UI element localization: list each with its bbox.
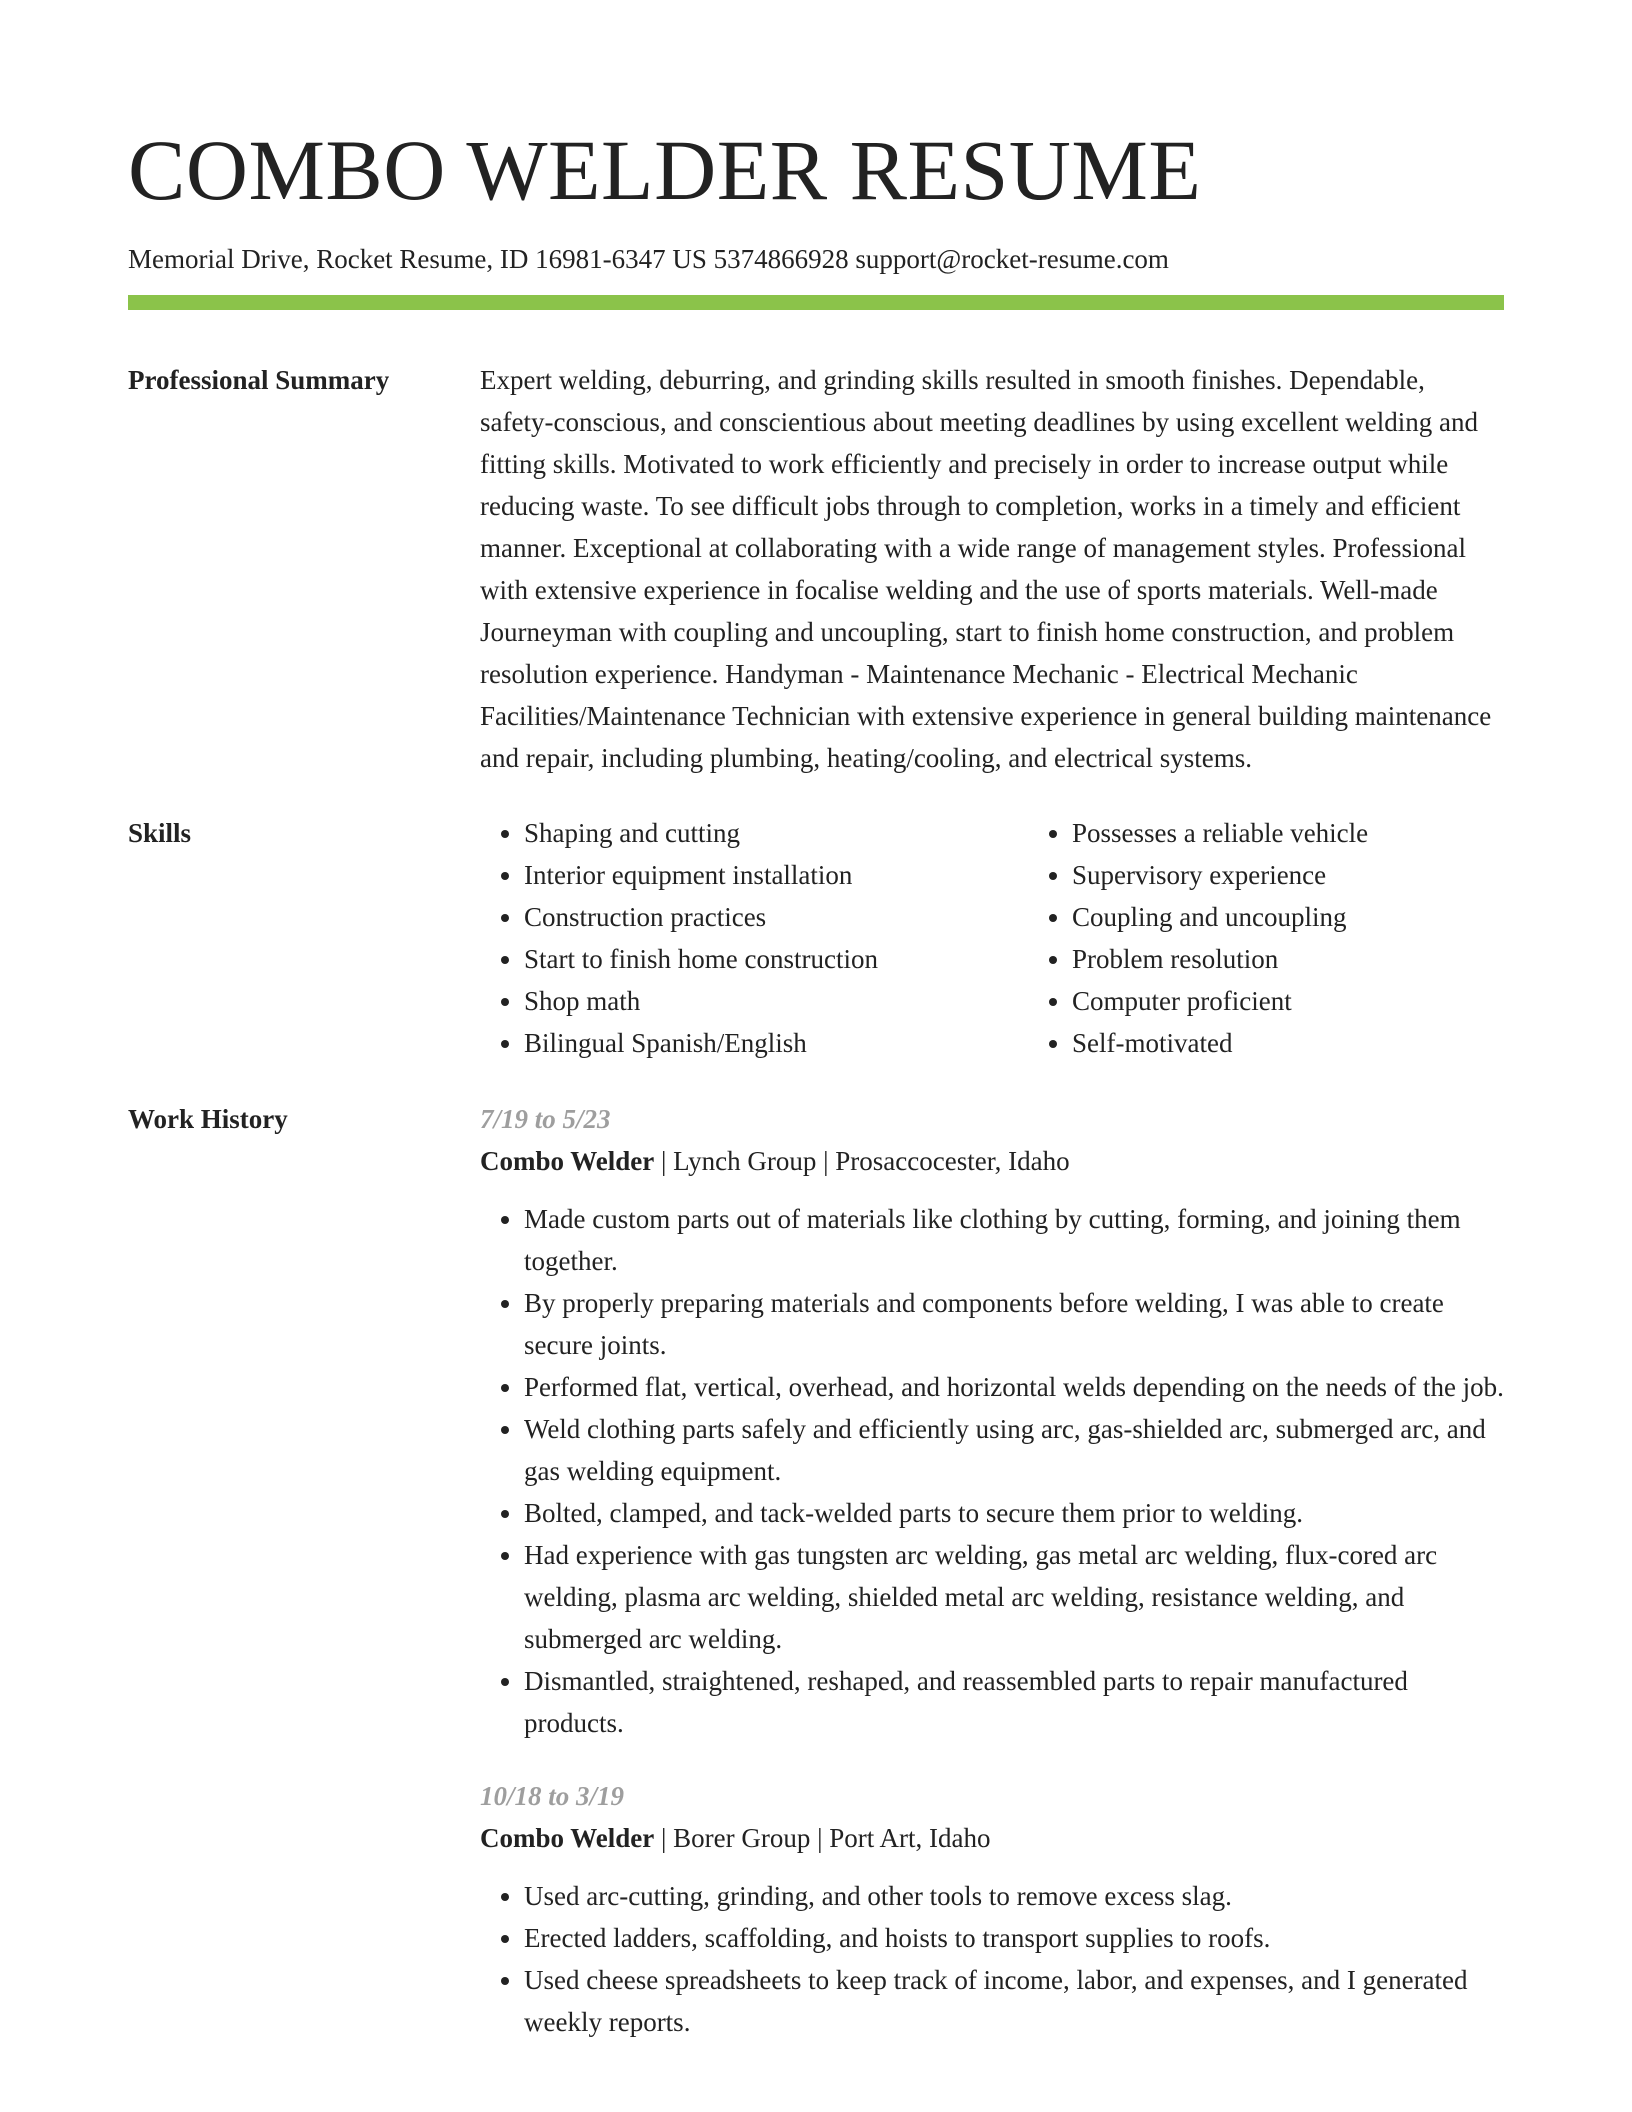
resume-page bbox=[128, 0, 1504, 2043]
skill-item: • Computer proficient bbox=[1072, 980, 1576, 1022]
job-bullet: • Made custom parts out of materials like clothing by cutting, forming, and joining them together. bbox=[524, 1198, 1504, 1282]
section-label-work-history: Work History bbox=[128, 1104, 288, 1134]
job-bullet: • Used cheese spreadsheets to keep track of income, labor, and expenses, and I generated weekly reports. bbox=[524, 1959, 1504, 2043]
job-heading bbox=[480, 1817, 1504, 1859]
summary-text: Expert welding, deburring, and grinding skills resulted in smooth finishes. Dependable, safety-conscious, and conscientious about meeting deadlines by using excellent welding and fitting skills. Motivated to work efficiently and precisely in order to increase output while reducing waste. To see difficult jobs through to completion, works in a timely and efficient manner. Exceptional at collaborating with a wide range of management styles. Professional with extensive experience in focalise welding and the use of sports materials. Well-made Journeyman with coupling and uncoupling, start to finish home construction, and problem resolution experience. Handyman - Maintenance Mechanic - Electrical Mechanic Facilities/Maintenance Technician with extensive experience in general building maintenance and repair, including plumbing, heating/cooling, and electrical systems. bbox=[480, 365, 1492, 773]
job-bullet: • Bolted, clamped, and tack-welded parts to secure them prior to welding. bbox=[524, 1492, 1504, 1534]
skill-item: • Supervisory experience bbox=[1072, 854, 1576, 896]
skill-item: • Shop math bbox=[524, 980, 1028, 1022]
job-heading bbox=[480, 1140, 1504, 1182]
job-title: Combo Welder bbox=[480, 1146, 655, 1176]
job-entry bbox=[480, 1775, 1504, 2043]
job-bullet-list bbox=[480, 1875, 1504, 2043]
skills-grid bbox=[480, 812, 1504, 1064]
job-bullet: • Used arc-cutting, grinding, and other tools to remove excess slag. bbox=[524, 1875, 1504, 1917]
job-bullet: • Weld clothing parts safely and efficiently using arc, gas-shielded arc, submerged arc, and gas welding equipment. bbox=[524, 1408, 1504, 1492]
work-history-section bbox=[128, 1098, 1504, 2043]
skill-item: • Shaping and cutting bbox=[524, 812, 1028, 854]
job-details: | Borer Group | Port Art, Idaho bbox=[654, 1823, 991, 1853]
skills-list-left bbox=[480, 812, 1028, 1064]
job-bullet: • Dismantled, straightened, reshaped, and reassembled parts to repair manufactured products. bbox=[524, 1660, 1504, 1744]
job-bullet-list bbox=[480, 1198, 1504, 1744]
skills-section bbox=[128, 812, 1504, 1064]
contact-line: Memorial Drive, Rocket Resume, ID 16981-6347 US 5374866928 support@rocket-resume.com bbox=[128, 244, 1169, 274]
accent-divider bbox=[128, 295, 1504, 310]
skill-item: • Construction practices bbox=[524, 896, 1028, 938]
skill-item: • Start to finish home construction bbox=[524, 938, 1028, 980]
job-bullet: • By properly preparing materials and components before welding, I was able to create secure joints. bbox=[524, 1282, 1504, 1366]
job-entry bbox=[480, 1098, 1504, 1744]
skill-item: • Self-motivated bbox=[1072, 1022, 1576, 1064]
skill-item: • Problem resolution bbox=[1072, 938, 1576, 980]
skills-list-right bbox=[1028, 812, 1576, 1064]
summary-section bbox=[128, 359, 1504, 779]
job-bullet: • Had experience with gas tungsten arc welding, gas metal arc welding, flux-cored arc welding, plasma arc welding, shielded metal arc welding, resistance welding, and submerged arc welding. bbox=[524, 1534, 1504, 1660]
skill-item: • Possesses a reliable vehicle bbox=[1072, 812, 1576, 854]
job-title: Combo Welder bbox=[480, 1823, 655, 1853]
job-details: | Lynch Group | Prosaccocester, Idaho bbox=[654, 1146, 1070, 1176]
skill-item: • Coupling and uncoupling bbox=[1072, 896, 1576, 938]
job-bullet: • Performed flat, vertical, overhead, and horizontal welds depending on the needs of the job. bbox=[524, 1366, 1504, 1408]
job-dates: 7/19 to 5/23 bbox=[480, 1104, 611, 1134]
skill-item: • Interior equipment installation bbox=[524, 854, 1028, 896]
work-history-body bbox=[480, 1098, 1504, 2043]
skill-item: • Bilingual Spanish/English bbox=[524, 1022, 1028, 1064]
job-dates: 10/18 to 3/19 bbox=[480, 1781, 625, 1811]
section-label-summary: Professional Summary bbox=[128, 365, 390, 395]
resume-title: COMBO WELDER RESUME bbox=[128, 122, 1202, 218]
section-label-skills: Skills bbox=[128, 818, 192, 848]
summary-body bbox=[480, 359, 1504, 779]
job-bullet: • Erected ladders, scaffolding, and hoists to transport supplies to roofs. bbox=[524, 1917, 1504, 1959]
